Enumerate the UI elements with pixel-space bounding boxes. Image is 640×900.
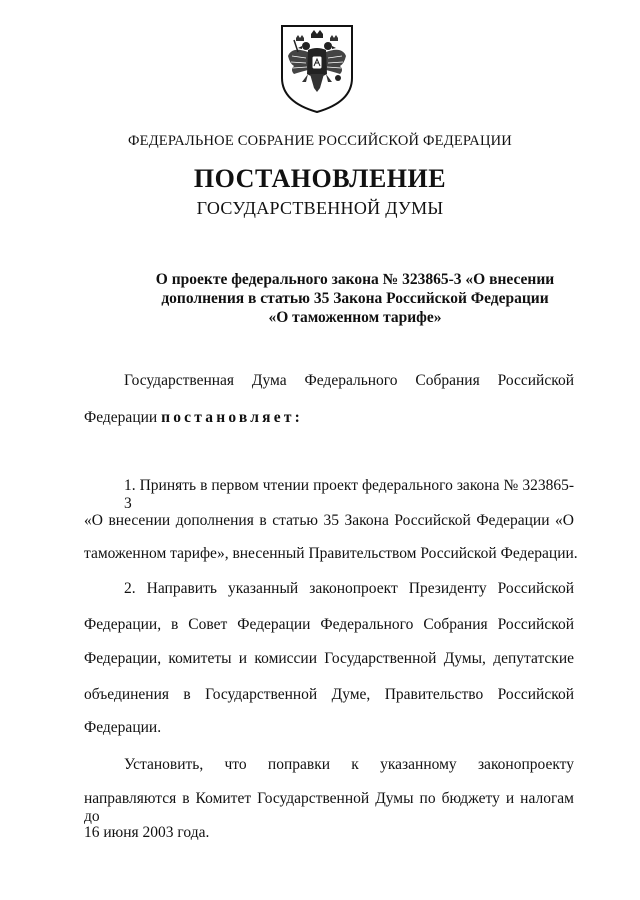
issuer-title: ГОСУДАРСТВЕННОЙ ДУМЫ xyxy=(196,198,444,218)
item3-line-3: 16 июня 2003 года. xyxy=(84,824,210,841)
item1-line-2: «О внесении дополнения в статью 35 Закона Российской Федерации «О xyxy=(84,512,574,529)
item2-line-4: объединения в Государственной Думе, Правительство Российской xyxy=(84,686,574,703)
subject-line-2: дополнения в статью 35 Закона Российской Федерации xyxy=(161,290,549,307)
preamble-line-2 xyxy=(84,409,574,427)
item3-line-2: направляются в Комитет Государственной Думы по бюджету и налогам до xyxy=(84,790,574,825)
item2-line-2: Федерации, в Совет Федерации Федерального Собрания Российской xyxy=(84,616,574,633)
preamble-prefix: Федерации xyxy=(84,409,158,426)
coat-of-arms-emblem xyxy=(278,22,356,114)
preamble-line-1: Государственная Дума Федерального Собрания Российской xyxy=(124,372,574,389)
organization-title: ФЕДЕРАЛЬНОЕ СОБРАНИЕ РОССИЙСКОЙ ФЕДЕРАЦИИ xyxy=(128,133,512,149)
item1-line-3: таможенном тарифе», внесенный Правительством Российской Федерации. xyxy=(84,545,578,562)
document-subject xyxy=(120,270,590,327)
subject-line-3: «О таможенном тарифе» xyxy=(268,309,442,326)
document-type-title: ПОСТАНОВЛЕНИЕ xyxy=(193,164,447,193)
item1-line-1: 1. Принять в первом чтении проект федерального закона № 323865-3 xyxy=(124,477,574,512)
preamble-verb: постановляет: xyxy=(161,409,303,426)
subject-line-1: О проекте федерального закона № 323865-3 «О внесении xyxy=(155,271,555,288)
item3-line-1: Установить, что поправки к указанному законопроекту xyxy=(124,756,574,773)
item2-line-1: 2. Направить указанный законопроект Президенту Российской xyxy=(124,580,574,597)
item2-line-3: Федерации, комитеты и комиссии Государственной Думы, депутатские xyxy=(84,650,574,667)
item2-line-5: Федерации. xyxy=(84,719,162,736)
